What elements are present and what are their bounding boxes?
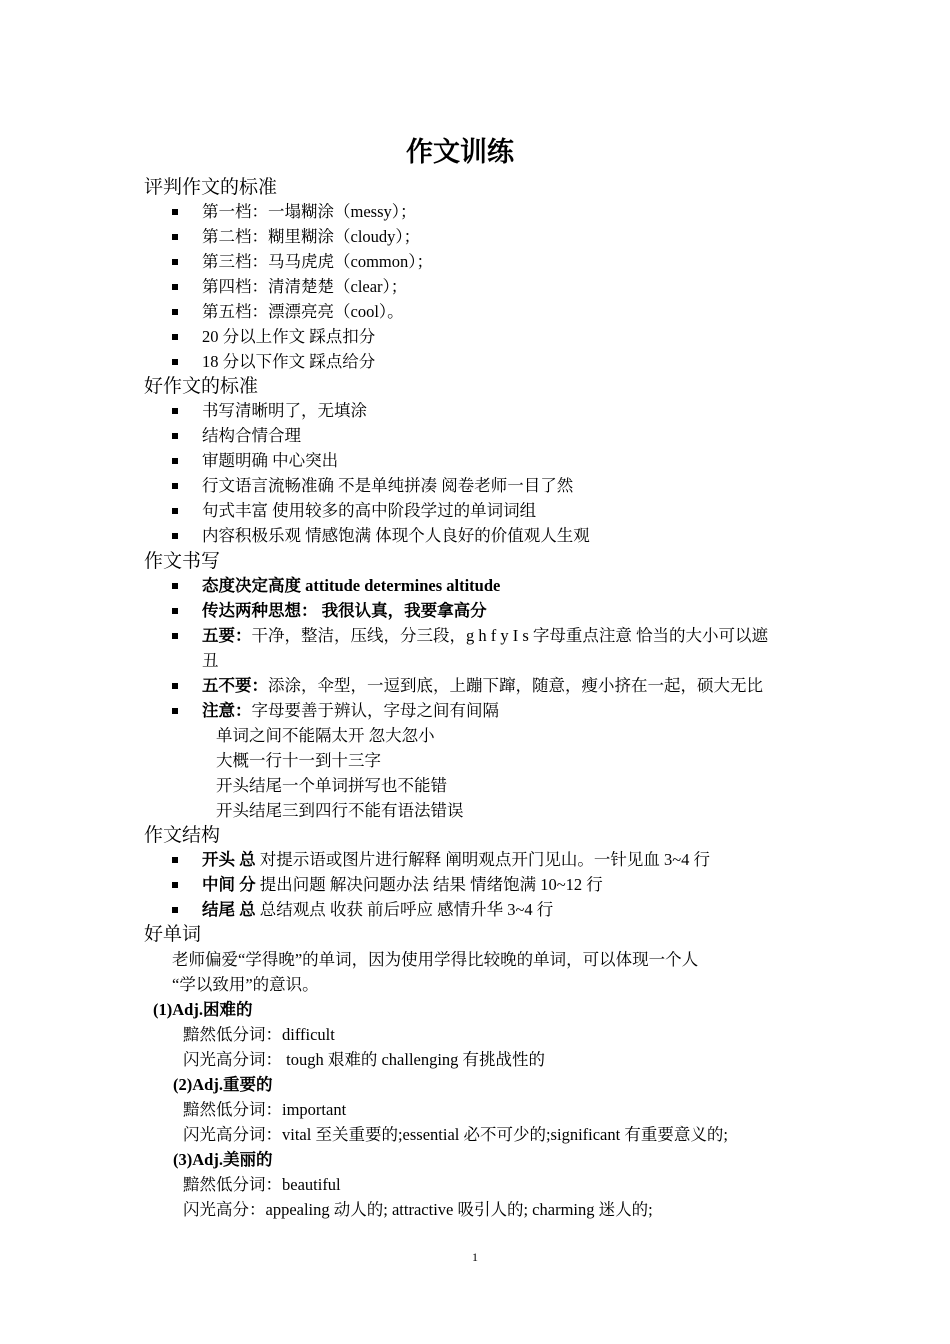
high-score-word: 闪光高分词： tough 艰难的 challenging 有挑战性的	[183, 1050, 546, 1069]
list-item: 传达两种思想： 我很认真，我要拿高分	[202, 601, 487, 620]
list-item: 20 分以上作文 踩点扣分	[202, 327, 376, 346]
intro-line: “学以致用”的意识。	[172, 975, 319, 994]
bullet-icon	[172, 633, 178, 639]
low-score-word: 黯然低分词：difficult	[183, 1025, 335, 1044]
bullet-icon	[172, 284, 178, 290]
bullet-icon	[172, 508, 178, 514]
section-heading-writing: 作文书写	[144, 550, 221, 572]
bullet-icon	[172, 708, 178, 714]
note-line: 大概一行十一到十三字	[216, 751, 381, 770]
bullet-icon	[172, 433, 178, 439]
bullet-icon	[172, 608, 178, 614]
note-line: 单词之间不能隔太开 忽大忽小	[216, 726, 435, 745]
note-line: 开头结尾一个单词拼写也不能错	[216, 776, 447, 795]
bullet-icon	[172, 857, 178, 863]
list-item	[202, 699, 499, 723]
item-text: 干净，整洁，压线，分三段，g h f y I s 字母重点注意 恰当的大小可以遮	[251, 626, 769, 645]
page-title: 作文训练	[406, 137, 514, 168]
list-item: 句式丰富 使用较多的高中阶段学过的单词词组	[202, 501, 537, 520]
page-number: 1	[472, 1250, 478, 1264]
item-label: 五要：	[202, 626, 252, 645]
section-heading-good-words: 好单词	[144, 923, 202, 945]
intro-line: 老师偏爱“学得晚”的单词，因为使用学得比较晚的单词，可以体现一个人	[172, 950, 699, 969]
section-heading-structure: 作文结构	[144, 824, 221, 846]
high-score-word: 闪光高分：appealing 动人的; attractive 吸引人的; charming 迷人的;	[183, 1200, 653, 1219]
bullet-icon	[172, 309, 178, 315]
list-item: 第二档：糊里糊涂（cloudy）；	[202, 227, 421, 246]
list-item: 18 分以下作文 踩点给分	[202, 352, 376, 371]
word-group-title: (1)Adj.困难的	[153, 1000, 253, 1019]
list-item: 书写清晰明了，无填涂	[202, 401, 367, 420]
bullet-icon	[172, 907, 178, 913]
item-text: 提出问题 解决问题办法 结果 情绪饱满 10~12 行	[255, 875, 603, 894]
note-line: 开头结尾三到四行不能有语法错误	[216, 801, 464, 820]
item-label: 结尾 总	[202, 900, 256, 919]
word-group-title: (2)Adj.重要的	[173, 1075, 273, 1094]
list-item: 第三档：马马虎虎（common）；	[202, 252, 433, 271]
list-item	[202, 848, 710, 872]
low-score-word: 黯然低分词：important	[183, 1100, 347, 1119]
list-item	[202, 873, 603, 897]
bullet-icon	[172, 583, 178, 589]
item-label: 中间 分	[202, 875, 256, 894]
bullet-icon	[172, 259, 178, 265]
bullet-icon	[172, 334, 178, 340]
list-item	[202, 898, 553, 922]
item-text: 对提示语或图片进行解释 阐明观点开门见山。一针见血 3~4 行	[255, 850, 711, 869]
bullet-icon	[172, 533, 178, 539]
list-item	[202, 674, 763, 698]
list-item: 第一档：一塌糊涂（messy）；	[202, 202, 417, 221]
section-heading-grading: 评判作文的标准	[144, 176, 278, 198]
item-label: 开头 总	[202, 850, 256, 869]
list-item: 内容积极乐观 情感饱满 体现个人良好的价值观人生观	[202, 526, 590, 545]
section-heading-good-essay: 好作文的标准	[144, 375, 259, 397]
item-label: 五不要：	[202, 676, 268, 695]
list-item	[202, 624, 768, 648]
bullet-icon	[172, 458, 178, 464]
bullet-icon	[172, 882, 178, 888]
list-item: 第五档：漂漂亮亮（cool）。	[202, 302, 404, 321]
bullet-icon	[172, 483, 178, 489]
item-label: 注意：	[202, 701, 252, 720]
list-item: 态度决定高度 attitude determines altitude	[202, 576, 501, 595]
list-item: 第四档：清清楚楚（clear）；	[202, 277, 408, 296]
bullet-icon	[172, 209, 178, 215]
list-item: 行文语言流畅准确 不是单纯拼凑 阅卷老师一目了然	[202, 476, 574, 495]
bullet-icon	[172, 683, 178, 689]
bullet-icon	[172, 234, 178, 240]
bullet-icon	[172, 408, 178, 414]
word-group-title: (3)Adj.美丽的	[173, 1150, 273, 1169]
item-text: 总结观点 收获 前后呼应 感情升华 3~4 行	[255, 900, 554, 919]
item-text: 字母要善于辨认，字母之间有间隔	[251, 701, 499, 720]
list-item: 审题明确 中心突出	[202, 451, 339, 470]
high-score-word: 闪光高分词：vital 至关重要的;essential 必不可少的;significant 有重要意义的;	[183, 1125, 728, 1144]
bullet-icon	[172, 359, 178, 365]
item-text: 添涂，伞型，一逗到底，上蹦下蹿，随意，瘦小挤在一起，硕大无比	[268, 676, 763, 695]
low-score-word: 黯然低分词：beautiful	[183, 1175, 341, 1194]
list-item-continuation: 丑	[202, 651, 219, 670]
list-item: 结构合情合理	[202, 426, 301, 445]
